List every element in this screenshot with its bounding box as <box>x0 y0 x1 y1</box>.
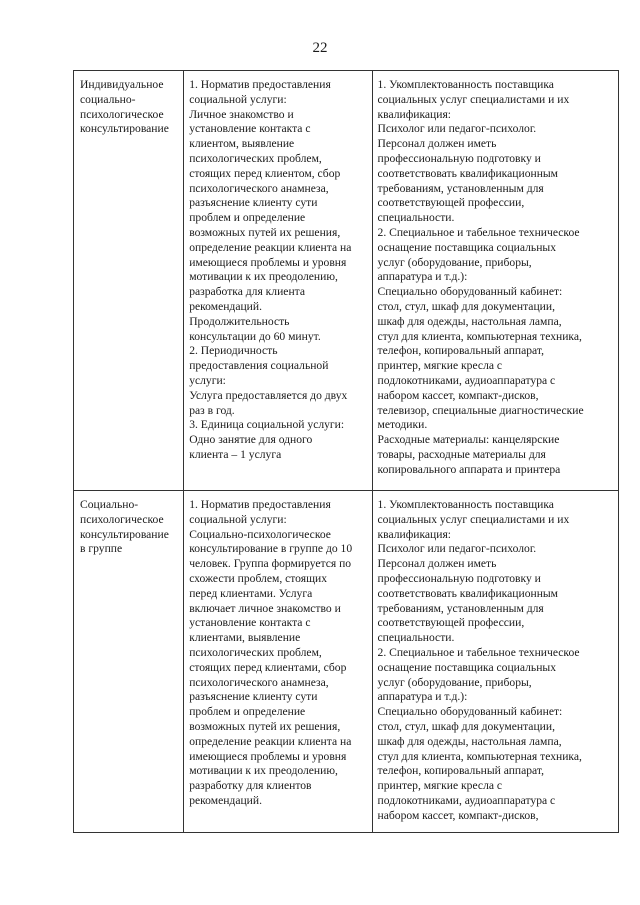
text-line: стоящих перед клиентом, сбор <box>189 166 341 180</box>
text-line: набором кассет, компакт-дисков, <box>377 388 539 402</box>
text-line: стоящих перед клиентами, сбор <box>189 660 347 674</box>
table-row <box>74 491 619 833</box>
text-line: требованиям, установленным для <box>377 181 544 195</box>
text-line: предоставления социальной <box>189 359 329 373</box>
text-line: имеющиеся проблемы и уровня <box>189 255 347 269</box>
text-line: стул для клиента, компьютерная техника, <box>377 749 582 763</box>
text-line: психологического анамнеза, <box>189 181 329 195</box>
text-line: принтер, мягкие кресла с <box>377 779 503 793</box>
text-line: разработка для клиента <box>189 285 306 299</box>
text-line: услуги: <box>189 373 226 387</box>
text-line: Социально- <box>80 498 139 511</box>
text-line: Психолог или педагог-психолог. <box>377 542 537 556</box>
text-line: стол, стул, шкаф для документации, <box>377 299 555 313</box>
page-number: 22 <box>312 40 328 56</box>
text-line: 2. Периодичность <box>189 344 278 358</box>
text-line: оснащение поставщика социальных <box>377 660 557 674</box>
text-line: шкаф для одежды, настольная лампа, <box>377 734 562 748</box>
text-line: возможных путей их решения, <box>189 225 341 239</box>
services-table <box>73 70 619 833</box>
text-line: психологическое <box>80 512 164 526</box>
text-line: оснащение поставщика социальных <box>377 240 557 254</box>
text-line: Продолжительность <box>189 314 290 328</box>
text-line: консультирование в группе до 10 <box>189 542 353 556</box>
text-line: 1. Укомплектованность поставщика <box>377 498 554 511</box>
text-line: телефон, копировальный аппарат, <box>377 764 544 778</box>
text-line: имеющиеся проблемы и уровня <box>189 749 347 763</box>
text-line: подлокотниками, аудиоаппаратура с <box>377 793 556 807</box>
text-line: клиентами, выявление <box>189 631 301 645</box>
text-line: 1. Норматив предоставления <box>189 78 331 91</box>
text-line: методики. <box>377 418 428 432</box>
text-line: определение реакции клиента на <box>189 240 352 254</box>
text-line: психологических проблем, <box>189 645 322 659</box>
text-line: специальности. <box>377 631 455 645</box>
text-line: социальной услуги: <box>189 92 287 106</box>
text-line: Расходные материалы: канцелярские <box>377 433 560 447</box>
text-line: мотивации к их преодолению, <box>189 270 338 284</box>
text-line: рекомендаций. <box>189 299 262 313</box>
text-line: специальности. <box>377 211 455 225</box>
text-line: шкаф для одежды, настольная лампа, <box>377 314 562 328</box>
text-line: проблем и определение <box>189 211 306 225</box>
text-line: консультации до 60 минут. <box>189 329 321 343</box>
service-standard-cell <box>184 71 372 491</box>
service-standard-cell <box>184 491 372 833</box>
text-line: мотивации к их преодолению, <box>189 764 338 778</box>
text-line: профессиональную подготовку и <box>377 571 541 585</box>
text-line: определение реакции клиента на <box>189 734 352 748</box>
text-line: Индивидуальное <box>80 78 164 91</box>
text-line: профессиональную подготовку и <box>377 151 541 165</box>
text-line: раз в год. <box>189 403 235 417</box>
text-line: в группе <box>80 542 123 556</box>
text-line: услуг (оборудование, приборы, <box>377 255 532 269</box>
text-line: социальных услуг специалистами и их <box>377 512 570 526</box>
text-line: аппаратура и т.д.): <box>377 270 468 284</box>
text-line: 3. Единица социальной услуги: <box>189 418 345 432</box>
text-line: требованиям, установленным для <box>377 601 544 615</box>
text-line: разъяснение клиенту сути <box>189 196 318 210</box>
text-line: телевизор, специальные диагностические <box>377 403 584 417</box>
table-row <box>74 71 619 491</box>
text-line: рекомендаций. <box>189 793 262 807</box>
text-line: проблем и определение <box>189 705 306 719</box>
text-line: копировального аппарата и принтера <box>377 462 561 476</box>
service-name-cell <box>74 71 184 491</box>
text-line: установление контакта с <box>189 122 311 136</box>
text-line: психологических проблем, <box>189 151 322 165</box>
text-line: Персонал должен иметь <box>377 137 497 151</box>
text-line: соответствующей профессии, <box>377 616 525 630</box>
service-conditions-cell <box>372 491 618 833</box>
text-line: квалификация: <box>377 107 452 121</box>
text-line: Персонал должен иметь <box>377 557 497 571</box>
text-line: разработку для клиентов <box>189 779 312 793</box>
text-line: 2. Специальное и табельное техническое <box>377 645 580 659</box>
text-line: соответствующей профессии, <box>377 196 525 210</box>
text-line: социальных услуг специалистами и их <box>377 92 570 106</box>
text-line: человек. Группа формируется по <box>189 557 352 571</box>
text-line: товары, расходные материалы для <box>377 447 546 461</box>
text-line: телефон, копировальный аппарат, <box>377 344 544 358</box>
text-line: психологическое <box>80 107 164 121</box>
text-line: консультирование <box>80 527 169 541</box>
text-line: установление контакта с <box>189 616 311 630</box>
text-line: Одно занятие для одного <box>189 433 313 447</box>
text-line: клиента – 1 услуга <box>189 447 282 461</box>
text-line: схожести проблем, стоящих <box>189 571 328 585</box>
text-line: соответствовать квалификационным <box>377 586 559 600</box>
text-line: услуг (оборудование, приборы, <box>377 675 532 689</box>
text-line: психологического анамнеза, <box>189 675 329 689</box>
text-line: социально- <box>80 92 136 106</box>
text-line: 1. Норматив предоставления <box>189 498 331 511</box>
text-line: квалификация: <box>377 527 452 541</box>
text-line: соответствовать квалификационным <box>377 166 559 180</box>
text-line: 2. Специальное и табельное техническое <box>377 225 580 239</box>
text-line: перед клиентами. Услуга <box>189 586 313 600</box>
text-line: социальной услуги: <box>189 512 287 526</box>
text-line: 1. Укомплектованность поставщика <box>377 78 554 91</box>
text-line: Психолог или педагог-психолог. <box>377 122 537 136</box>
text-line: стол, стул, шкаф для документации, <box>377 719 555 733</box>
service-conditions-cell <box>372 71 618 491</box>
service-name-cell <box>74 491 184 833</box>
text-line: Личное знакомство и <box>189 107 294 121</box>
text-line: подлокотниками, аудиоаппаратура с <box>377 373 556 387</box>
text-line: включает личное знакомство и <box>189 601 341 615</box>
text-line: аппаратура и т.д.): <box>377 690 468 704</box>
text-line: консультирование <box>80 122 169 136</box>
text-line: клиентом, выявление <box>189 137 295 151</box>
text-line: возможных путей их решения, <box>189 719 341 733</box>
text-line: Специально оборудованный кабинет: <box>377 285 563 299</box>
text-line: принтер, мягкие кресла с <box>377 359 503 373</box>
text-line: Услуга предоставляется до двух <box>189 388 348 402</box>
text-line: Социально-психологическое <box>189 527 331 541</box>
text-line: набором кассет, компакт-дисков, <box>377 808 539 822</box>
text-line: Специально оборудованный кабинет: <box>377 705 563 719</box>
text-line: стул для клиента, компьютерная техника, <box>377 329 582 343</box>
text-line: разъяснение клиенту сути <box>189 690 318 704</box>
